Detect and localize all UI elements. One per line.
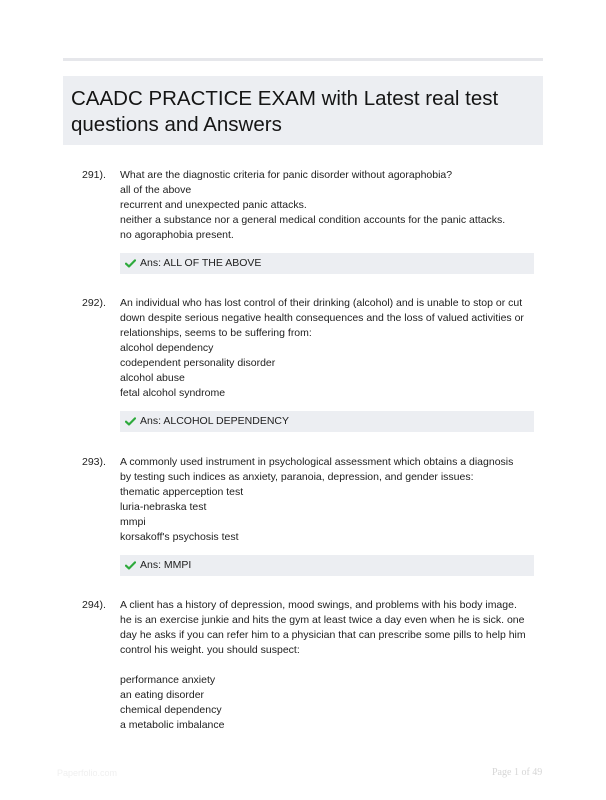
answer-option: chemical dependency (120, 704, 222, 716)
answer-option: recurrent and unexpected panic attacks. (120, 199, 307, 211)
answer-option: alcohol dependency (120, 342, 214, 354)
question-text: day he asks if you can refer him to a physician that can prescribe some pills to help him (120, 629, 526, 641)
answer-option: codependent personality disorder (120, 357, 276, 369)
answer-text: Ans: ALCOHOL DEPENDENCY (140, 415, 289, 427)
answer-option: thematic apperception test (120, 486, 244, 498)
answer-option: a metabolic imbalance (120, 719, 225, 731)
page-title: CAADC PRACTICE EXAM with Latest real test questions and Answers (71, 87, 499, 136)
title-banner (63, 76, 543, 145)
question-body (120, 455, 535, 545)
answer-option: fetal alcohol syndrome (120, 387, 226, 399)
checkmark-icon (125, 417, 136, 426)
page-number: Page 1 of 49 (492, 767, 543, 778)
answer-option: luria-nebraska test (120, 501, 207, 513)
answer-option: alcohol abuse (120, 372, 185, 384)
question-text: An individual who has lost control of their drinking (alcohol) and is unable to stop or cut (120, 297, 523, 309)
question-text: relationships, seems to be suffering from: (120, 327, 312, 339)
footer-site: Paperfolio.com (57, 768, 118, 778)
question-body (120, 168, 535, 243)
question-text: he is an exercise junkie and hits the gym at least twice a day even when he is sick. one (120, 614, 525, 626)
question-text: control his weight. you should suspect: (120, 644, 300, 656)
answer-box (120, 411, 534, 432)
question-number: 293). (82, 456, 106, 468)
question-text: A commonly used instrument in psychological assessment which obtains a diagnosis (120, 456, 514, 468)
question-number: 292). (82, 297, 106, 309)
question-number: 291). (82, 169, 106, 181)
answer-box (120, 555, 534, 576)
checkmark-icon (125, 259, 136, 268)
question-number: 294). (82, 599, 106, 611)
question-text: by testing such indices as anxiety, paranoia, depression, and gender issues: (120, 471, 474, 483)
answer-option: an eating disorder (120, 689, 205, 701)
answer-option: no agoraphobia present. (120, 229, 234, 241)
checkmark-icon (125, 561, 136, 570)
top-divider (63, 58, 543, 61)
question-text: down despite serious negative health consequences and the loss of valued activities or (120, 312, 524, 324)
answer-option: all of the above (120, 184, 192, 196)
answer-option: mmpi (120, 516, 146, 528)
answer-text: Ans: MMPI (140, 559, 192, 571)
answer-text: Ans: ALL OF THE ABOVE (140, 257, 262, 269)
answer-option: performance anxiety (120, 674, 216, 686)
question-body (120, 598, 535, 733)
question-text: A client has a history of depression, mood swings, and problems with his body image. (120, 599, 517, 611)
answer-option: korsakoff's psychosis test (120, 531, 239, 543)
answer-option: neither a substance nor a general medical condition accounts for the panic attacks. (120, 214, 506, 226)
question-text: What are the diagnostic criteria for panic disorder without agoraphobia? (120, 169, 453, 181)
answer-box (120, 253, 534, 274)
question-body (120, 296, 535, 401)
